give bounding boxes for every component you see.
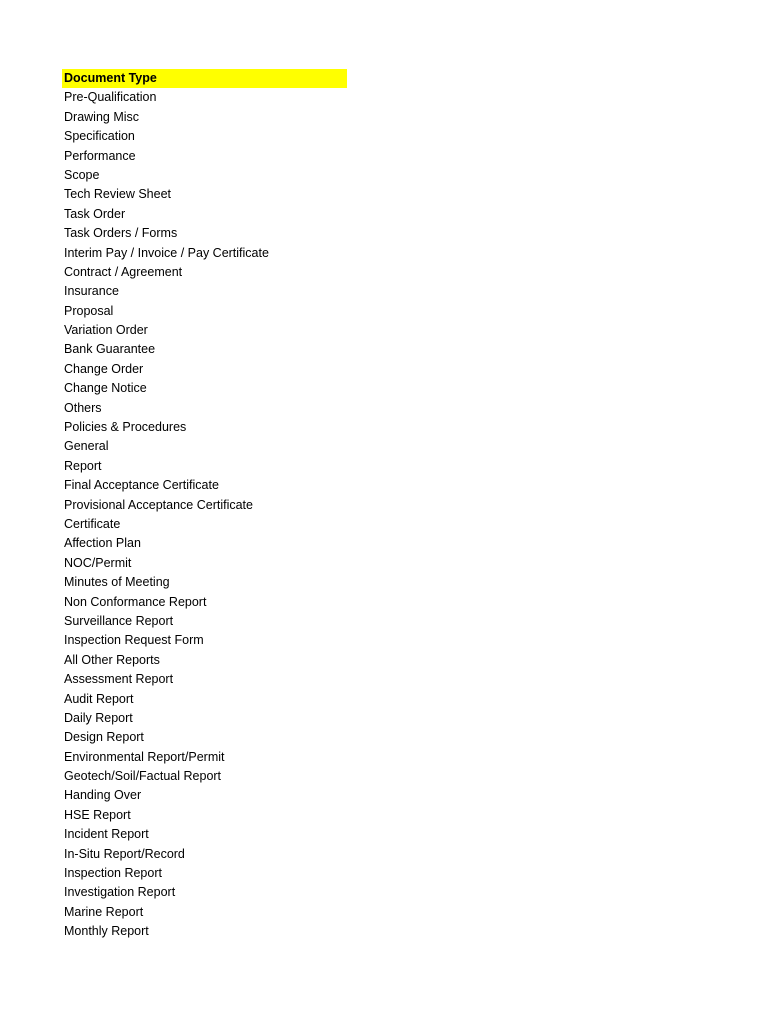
document-type-row[interactable]: Drawing Misc [64,109,140,124]
document-type-row[interactable]: General [64,439,109,454]
document-type-row[interactable]: Scope [64,167,100,182]
document-type-row[interactable]: Geotech/Soil/Factual Report [64,769,222,784]
document-type-row[interactable]: Task Orders / Forms [64,226,178,241]
document-type-row[interactable]: Non Conformance Report [64,594,207,609]
document-type-row[interactable]: Incident Report [64,827,149,842]
document-type-row[interactable]: Daily Report [64,710,133,725]
document-type-row[interactable]: Audit Report [64,691,134,706]
document-type-row[interactable]: Others [64,400,102,415]
document-type-row[interactable]: Tech Review Sheet [64,187,172,202]
document-type-header[interactable]: Document Type [62,69,347,88]
document-type-row[interactable]: NOC/Permit [64,555,132,570]
document-type-row[interactable]: Environmental Report/Permit [64,749,225,764]
document-type-row[interactable]: Provisional Acceptance Certificate [64,497,253,512]
document-type-row[interactable]: Inspection Request Form [64,633,204,648]
document-type-row[interactable]: Inspection Report [64,866,162,881]
document-type-row[interactable]: Bank Guarantee [64,342,156,357]
document-type-row[interactable]: Variation Order [64,323,148,338]
document-type-row[interactable]: Policies & Procedures [64,420,187,435]
document-type-row[interactable]: Minutes of Meeting [64,575,170,590]
document-type-row[interactable]: Change Order [64,361,144,376]
document-type-list [62,88,347,941]
document-type-row[interactable]: Certificate [64,516,121,531]
document-type-row[interactable]: In-Situ Report/Record [64,846,185,861]
document-type-row[interactable]: Assessment Report [64,672,174,687]
document-type-row[interactable]: Specification [64,129,135,144]
document-type-row[interactable]: Insurance [64,284,119,299]
document-type-row[interactable]: Pre-Qualification [64,90,157,105]
document-type-row[interactable]: Monthly Report [64,924,149,939]
document-type-row[interactable]: Report [64,458,102,473]
document-type-row[interactable]: Performance [64,148,136,163]
document-type-row[interactable]: Change Notice [64,381,147,396]
document-type-row[interactable]: Handing Over [64,788,142,803]
document-type-row[interactable]: Proposal [64,303,114,318]
document-type-row[interactable]: Task Order [64,206,126,221]
document-type-row[interactable]: All Other Reports [64,652,160,667]
document-type-row[interactable]: Interim Pay / Invoice / Pay Certificate [64,245,269,260]
document-type-row[interactable]: Final Acceptance Certificate [64,478,219,493]
document-type-row[interactable]: Affection Plan [64,536,141,551]
document-type-row[interactable]: Marine Report [64,904,144,919]
document-type-row[interactable]: Design Report [64,730,144,745]
document-type-row[interactable]: Contract / Agreement [64,264,183,279]
document-type-row[interactable]: HSE Report [64,807,131,822]
document-type-table [62,69,347,942]
document-type-row[interactable]: Surveillance Report [64,613,174,628]
document-type-row[interactable]: Investigation Report [64,885,176,900]
